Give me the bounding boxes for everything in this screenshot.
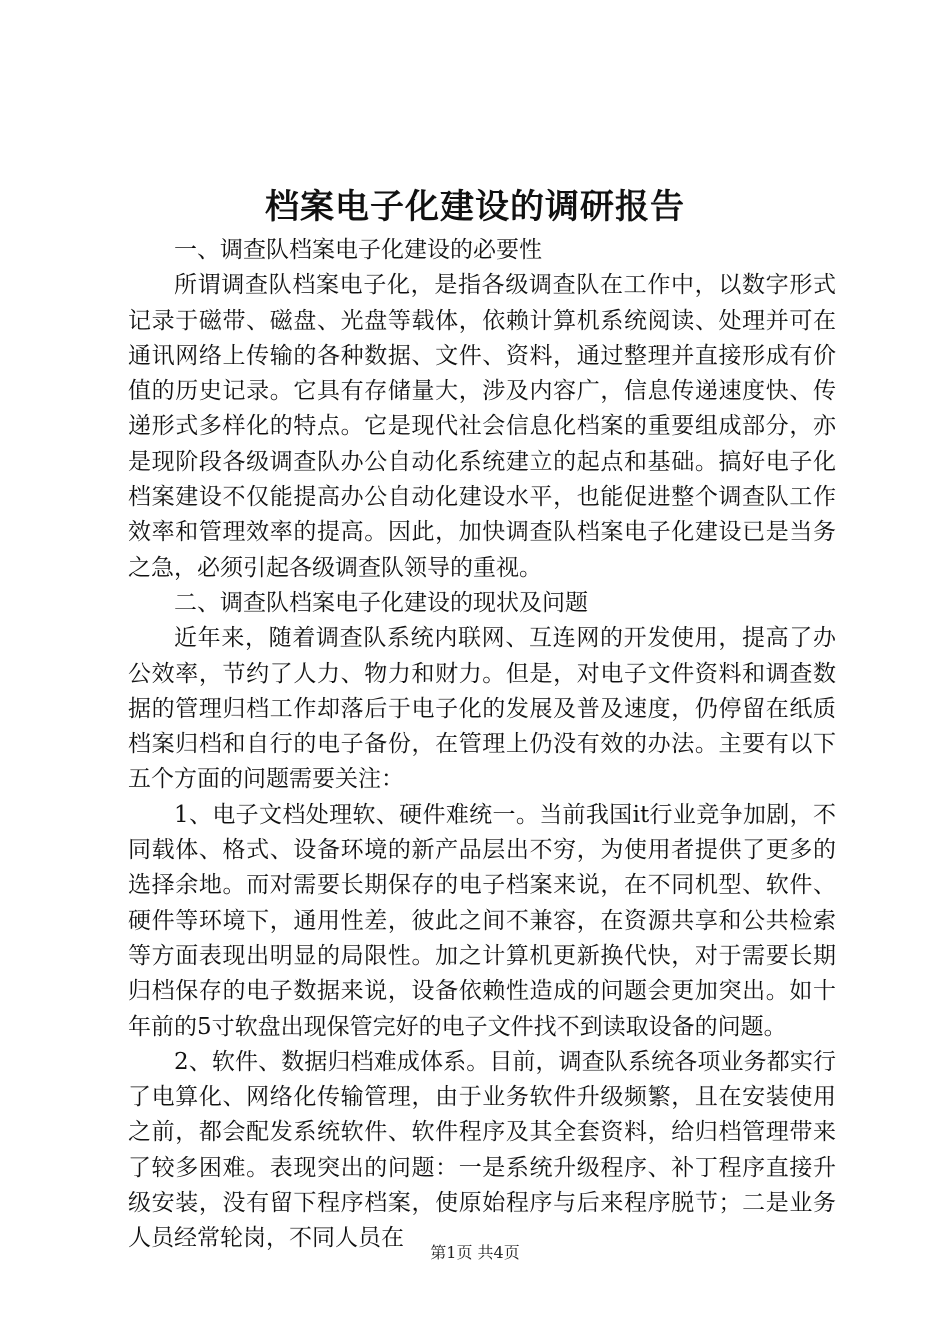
paragraph: 近年来，随着调查队系统内联网、互连网的开发使用，提高了办公效率，节约了人力、物力和财力。但是，对电子文件资料和调查数据的管理归档工作却落后于电子化的发展及普及速度，仍停留在纸质档案归档和自行的电子备份，在管理上仍没有效的办法。主要有以下五个方面的问题需要关注：: [128, 625, 836, 793]
section-heading-2: 二、调查队档案电子化建设的现状及问题: [174, 589, 588, 616]
paragraph: 所谓调查队档案电子化，是指各级调查队在工作中，以数字形式记录于磁带、磁盘、光盘等载体，依赖计算机系统阅读、处理并可在通讯网络上传输的各种数据、文件、资料，通过整理并直接形成有价值的历史记录。它具有存储量大，涉及内容广，信息传递速度快、传递形式多样化的特点。它是现代社会信息化档案的重要组成部分，亦是现阶段各级调查队办公自动化系统建立的起点和基础。搞好电子化档案建设不仅能提高办公自动化建设水平，也能促进整个调查队工作效率和管理效率的提高。因此，加快调查队档案电子化建设已是当务之急，必须引起各级调查队领导的重视。: [128, 272, 836, 581]
section-heading-1: 一、调查队档案电子化建设的必要性: [174, 237, 542, 263]
paragraph: 1、电子文档处理软、硬件难统一。当前我国it行业竞争加剧，不同载体、格式、设备环境的新产品层出不穷，为使用者提供了更多的选择余地。而对需要长期保存的电子档案来说，在不同机型、软件、硬件等环境下，通用性差，彼此之间不兼容，在资源共享和公共检索等方面表现出明显的局限性。加之计算机更新换代快，对于需要长期归档保存的电子数据来说，设备依赖性造成的问题会更加突出。如十年前的5寸软盘出现保管完好的电子文件找不到读取设备的问题。: [128, 801, 836, 1040]
page-number: 第1页 共4页: [430, 1243, 520, 1262]
paragraph: 2、软件、数据归档难成体系。目前，调查队系统各项业务都实行了电算化、网络化传输管理，由于业务软件升级频繁，且在安装使用之前，都会配发系统软件、软件程序及其全套资料，给归档管理带来了较多困难。表现突出的问题：一是系统升级程序、补丁程序直接升级安装，没有留下程序档案，使原始程序与后来程序脱节；二是业务人员经常轮岗，不同人员在: [128, 1048, 836, 1252]
document-title: 档案电子化建设的调研报告: [265, 187, 685, 227]
document-body: [128, 233, 836, 1257]
